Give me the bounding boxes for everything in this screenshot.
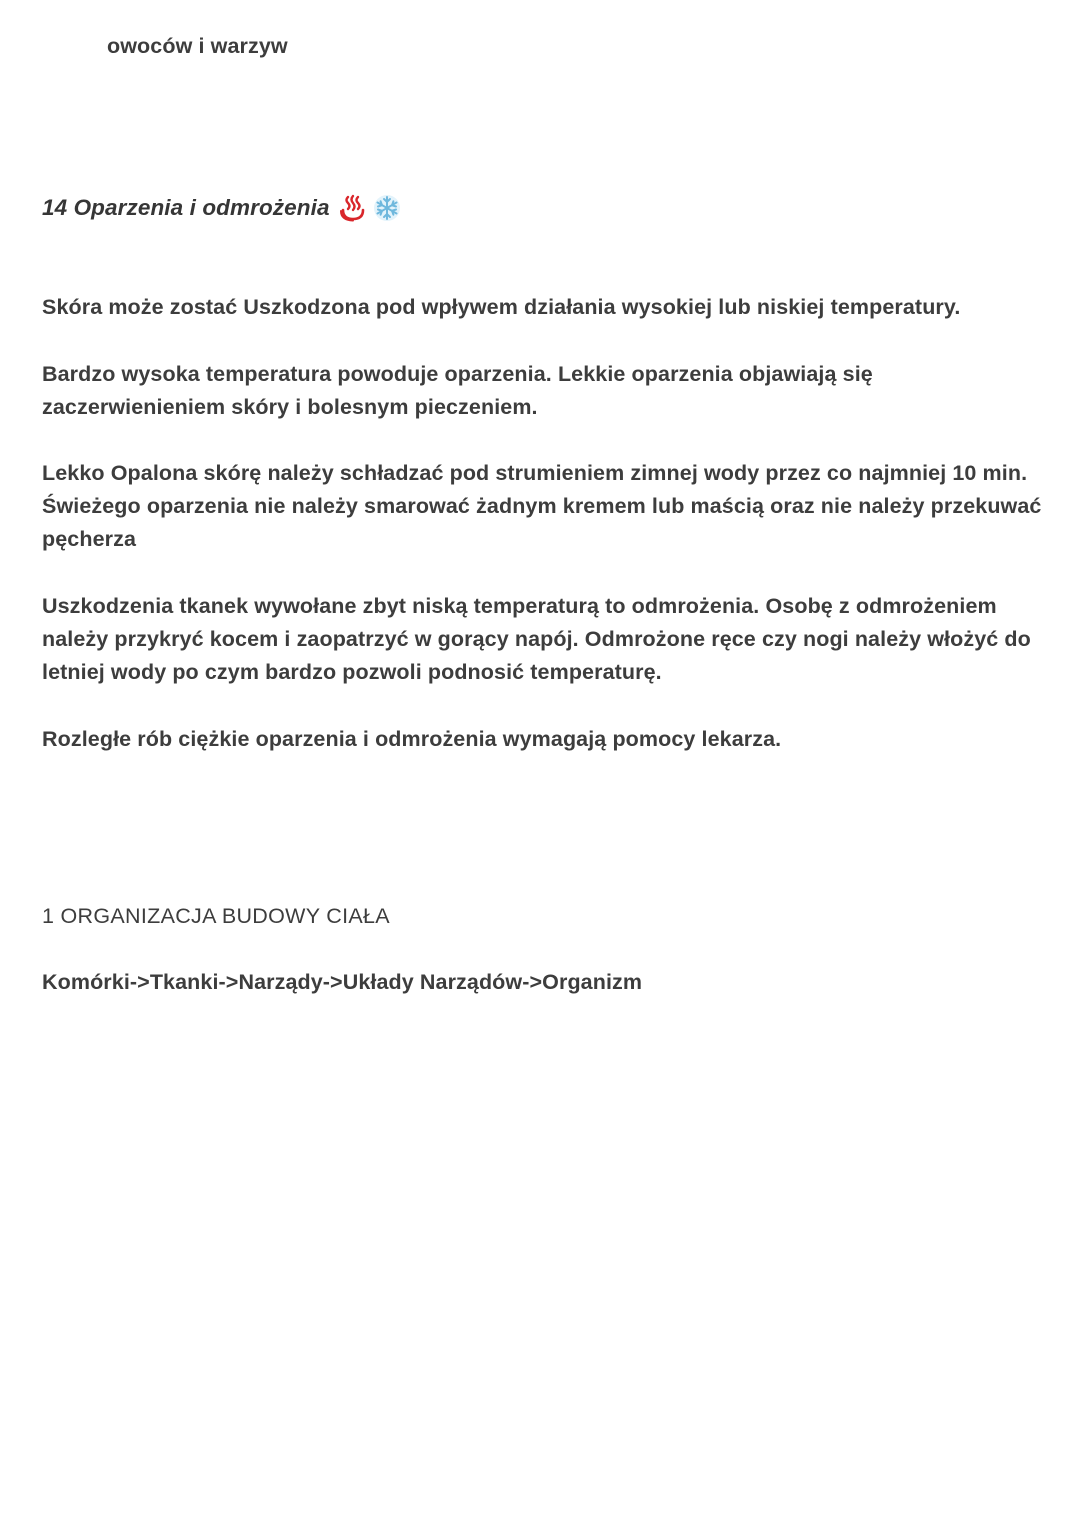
hot-springs-icon (338, 193, 368, 223)
snowflake-icon (372, 193, 402, 223)
section-heading (42, 191, 402, 224)
organization-chain: Komórki->Tkanki->Narządy->Układy Narządów->Organizm (42, 970, 643, 994)
paragraph-skin-damage: Skóra może zostać Uszkodzona pod wpływem działania wysokiej lub niskiej temperatury. (42, 295, 961, 319)
paragraph-burns: Bardzo wysoka temperatura powoduje oparzenia. Lekkie oparzenia objawiają się zaczerwienieniem skóry i bolesnym pieczeniem. (42, 362, 873, 419)
continuation-line: owoców i warzyw (107, 34, 288, 58)
paragraph-burn-treatment: Lekko Opalona skórę należy schładzać pod strumieniem zimnej wody przez co najmniej 10 min. Świeżego oparzenia nie należy smarować żadnym kremem lub maścią oraz nie należy przekuwać pęcherza (42, 461, 1042, 551)
section-heading-text: 14 Oparzenia i odmrożenia (42, 195, 330, 220)
paragraph-frostbite: Uszkodzenia tkanek wywołane zbyt niską temperaturą to odmrożenia. Osobę z odmrożeniem należy przykryć kocem i zaopatrzyć w gorący napój. Odmrożone ręce czy nogi należy włożyć do letniej wody po czym bardzo pozwoli podnosić temperaturę. (42, 594, 1031, 684)
section-title: 1 ORGANIZACJA BUDOWY CIAŁA (42, 904, 390, 928)
paragraph-doctor: Rozległe rób ciężkie oparzenia i odmrożenia wymagają pomocy lekarza. (42, 727, 782, 751)
